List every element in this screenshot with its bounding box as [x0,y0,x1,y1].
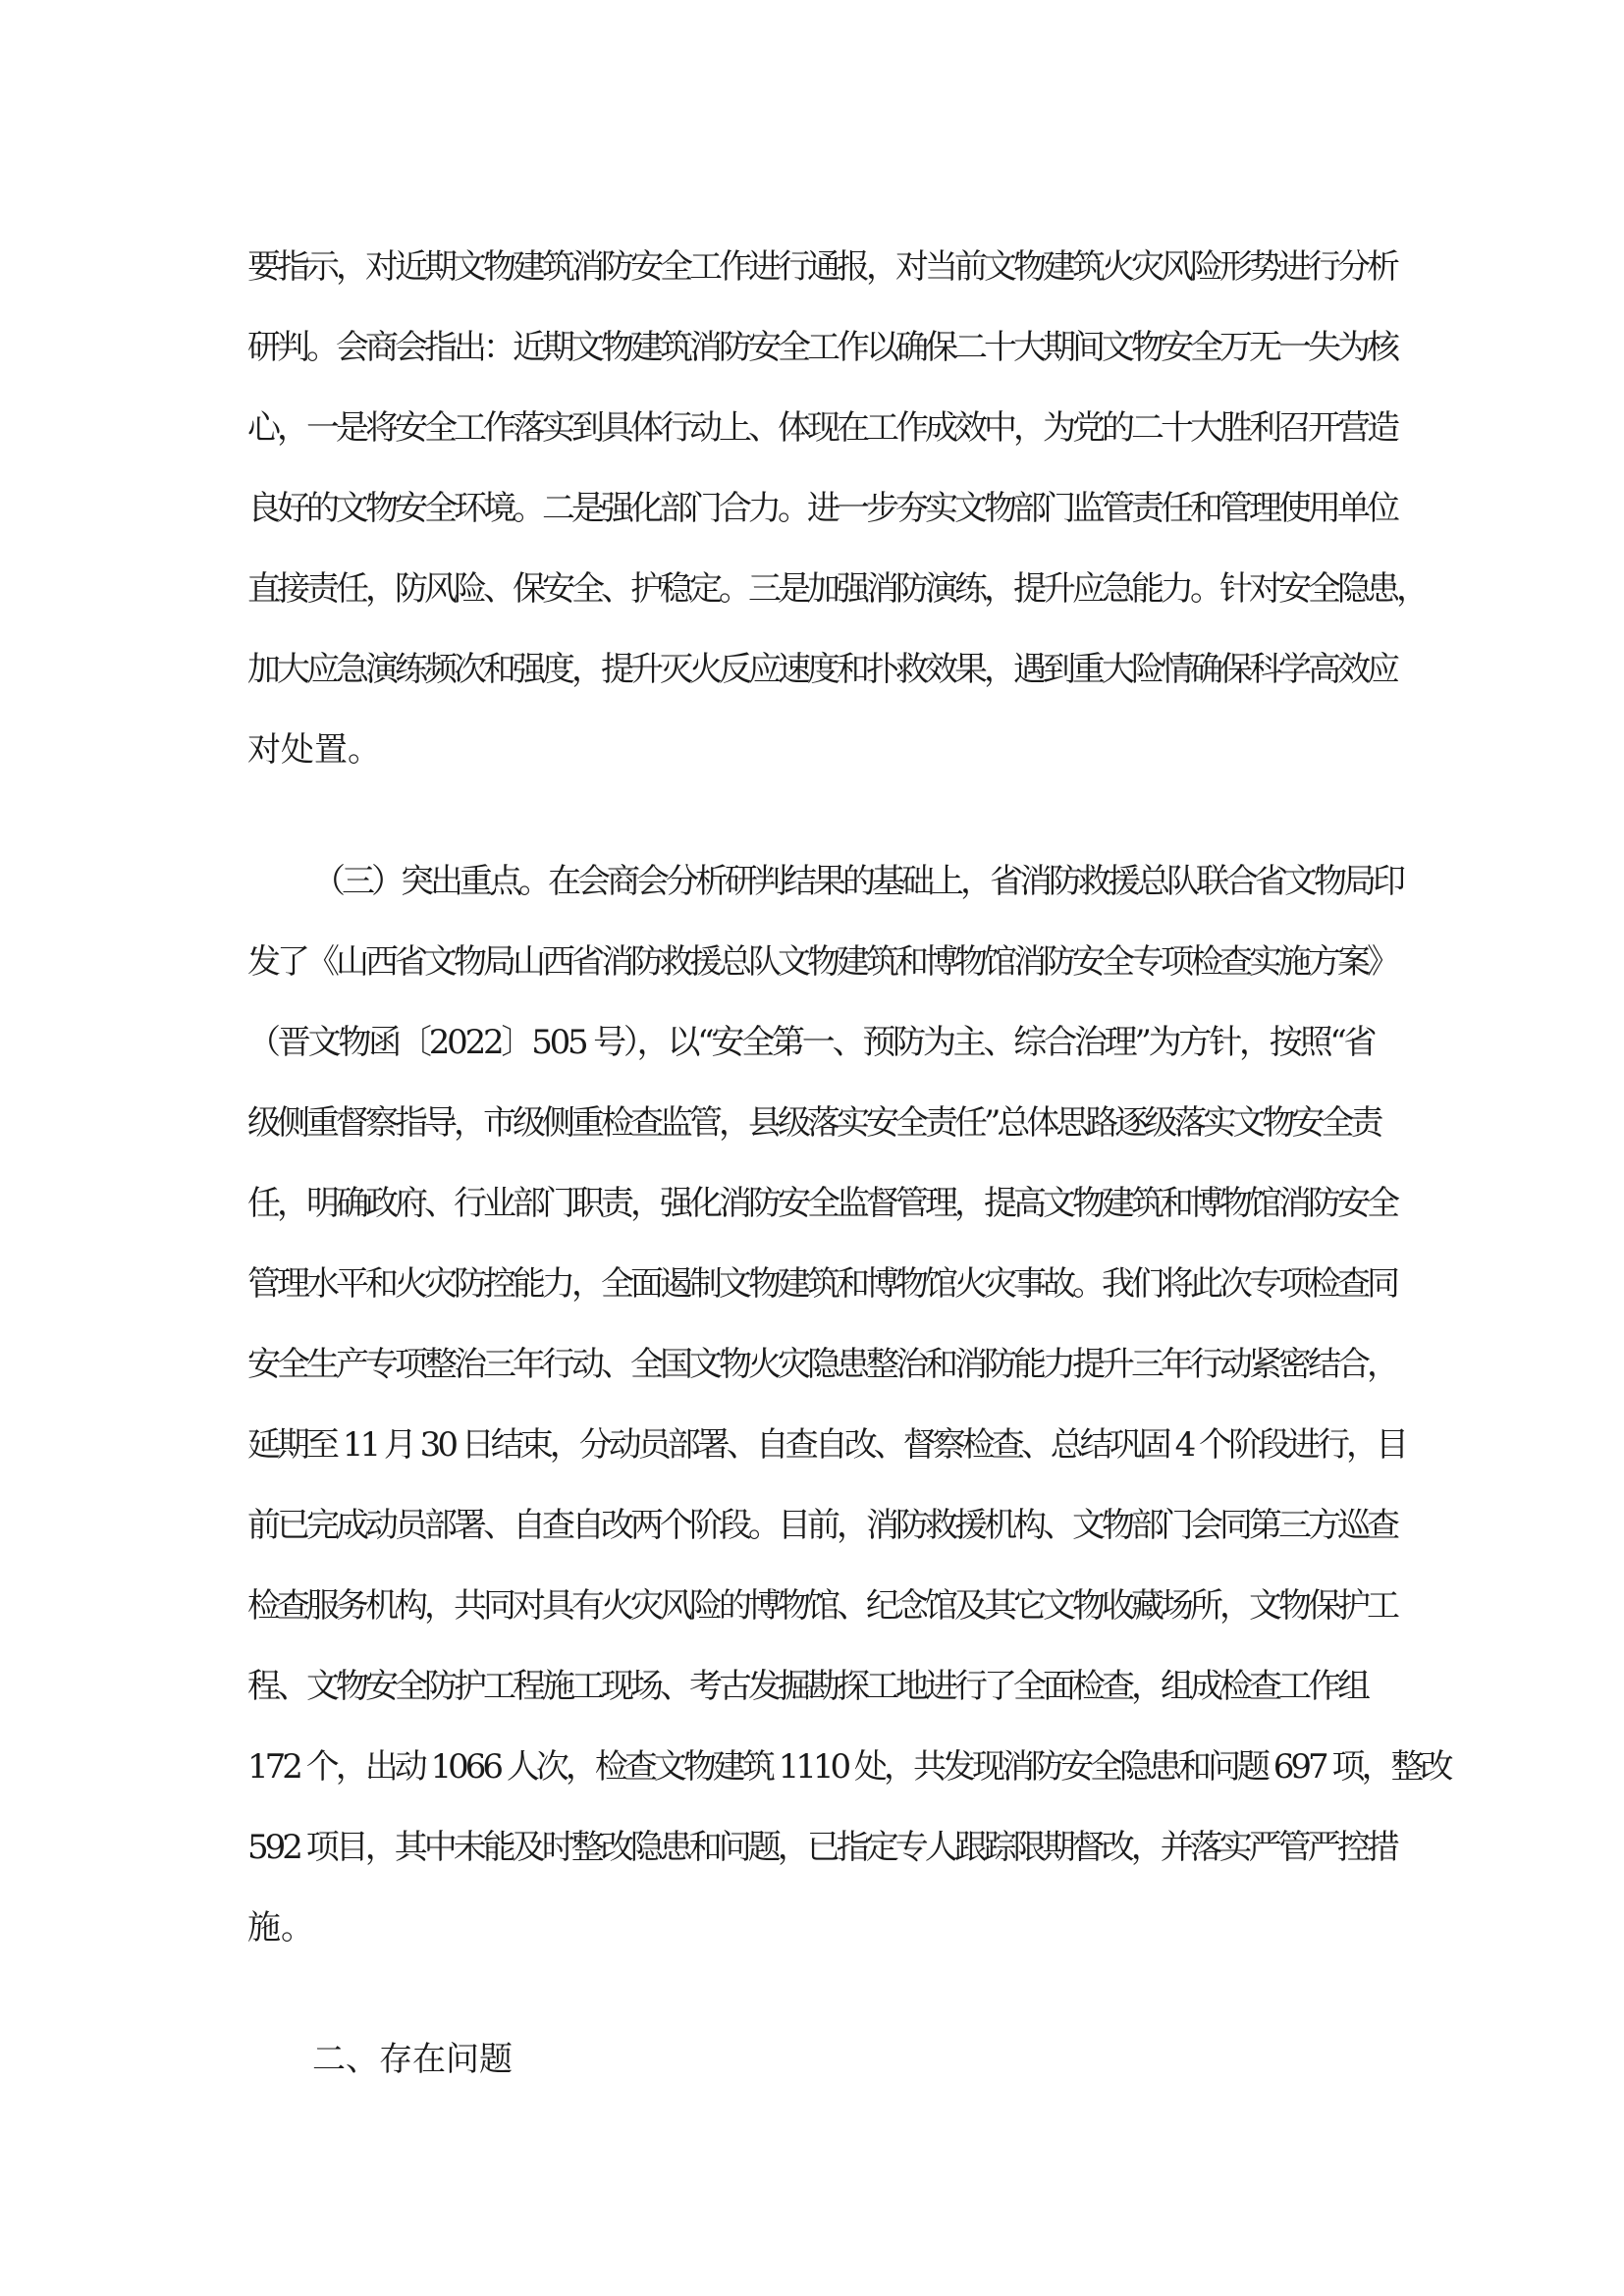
paragraph-line: 对处置。 [247,730,381,770]
paragraph-line: 安全生产专项整治三年行动、全国文物火灾隐患整治和消防能力提升三年行动紧密结合， [247,1345,1396,1384]
paragraph-line: 程、文物安全防护工程施工现场、考古发掘勘探工地进行了全面检查，组成检查工作组 [247,1667,1367,1706]
paragraph-line: 级侧重督察指导，市级侧重检查监管，县级落实安全责任”总体思路逐级落实文物安全责 [247,1103,1380,1143]
paragraph-line: 研判。会商会指出：近期文物建筑消防安全工作以确保二十大期间文物安全万无一失为核 [247,328,1396,367]
paragraph-line: 加大应急演练频次和强度，提升灭火反应速度和扑救效果，遇到重大险情确保科学高效应 [247,650,1396,689]
paragraph-line: 前已完成动员部署、自查自改两个阶段。目前，消防救援机构、文物部门会同第三方巡查 [247,1506,1396,1545]
paragraph-line: 延期至 11 月 30 日结束，分动员部署、自查自改、督察检查、总结巩固 4 个阶段进行，目 [247,1425,1406,1465]
paragraph-line: 检查服务机构，共同对具有火灾风险的博物馆、纪念馆及其它文物收藏场所，文物保护工 [247,1586,1396,1626]
paragraph-line: 发了《山西省文物局山西省消防救援总队文物建筑和博物馆消防安全专项检查实施方案》 [247,942,1396,982]
section-heading: 二、存在问题 [312,2040,513,2079]
paragraph-line: 心，一是将安全工作落实到具体行动上、体现在工作成效中，为党的二十大胜利召开营造 [247,408,1396,448]
paragraph-line: 592 项目，其中未能及时整改隐患和问题，已指定专人跟踪限期督改，并落实严管严控措 [247,1828,1396,1867]
paragraph-line: （晋文物函〔2022〕505 号），以“安全第一、预防为主、综合治理”为方针，按照“省 [247,1023,1375,1062]
paragraph-line: 要指示，对近期文物建筑消防安全工作进行通报，对当前文物建筑火灾风险形势进行分析 [247,247,1396,287]
paragraph-line: 直接责任，防风险、保安全、护稳定。三是加强消防演练，提升应急能力。针对安全隐患， [247,569,1426,609]
paragraph-line: 172 个，出动 1066 人次，检查文物建筑 1110 处，共发现消防安全隐患和问题 697 项，整改 [247,1747,1450,1787]
paragraph-line: 管理水平和火灾防控能力，全面遏制文物建筑和博物馆火灾事故。我们将此次专项检查同 [247,1264,1396,1304]
paragraph-line: 任，明确政府、行业部门职责，强化消防安全监督管理，提高文物建筑和博物馆消防安全 [247,1184,1396,1223]
paragraph-line: 施。 [247,1908,314,1948]
paragraph-line: （三）突出重点。在会商会分析研判结果的基础上，省消防救援总队联合省文物局印 [312,862,1402,901]
paragraph-line: 良好的文物安全环境。二是强化部门合力。进一步夯实文物部门监管责任和管理使用单位 [247,489,1396,528]
